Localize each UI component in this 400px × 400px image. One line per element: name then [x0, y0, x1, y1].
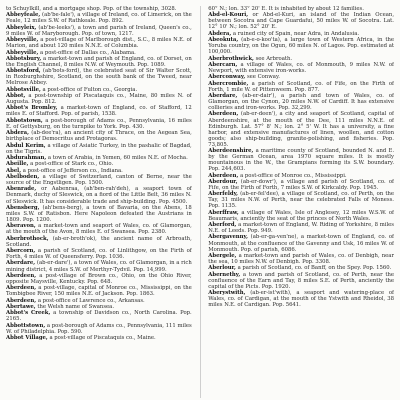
entry-description: a post-borough of Adams co., Pennsylvania, 16 miles E. of Gettysburg, on the turnpike to York. Pop. 430.	[6, 117, 192, 130]
entry-description: (ah'bens-berg), a town of Bavaria, on the Abens, 18 miles S.W. of Ratisbon. Here Napoleon defeated the Austrians in 1809. Pop. 1200.	[6, 204, 192, 223]
entry-headword: Aberbrothock,	[6, 235, 49, 242]
entry-description: a parish of Scotland, co. of Banff, on the Spey. Pop. 1560.	[237, 265, 392, 272]
entry-description: (ab-er-broth'ok), the ancient name of Arbroath, Scotland.	[6, 235, 192, 248]
gazetteer-entry	[6, 285, 192, 297]
entry-headword: Abercrombie,	[208, 80, 249, 87]
gazetteer-entry	[6, 161, 192, 167]
entry-headword: Aberbrothwick,	[208, 55, 254, 62]
gazetteer-entry	[6, 37, 192, 49]
gazetteer-entry	[6, 223, 192, 235]
entry-description: a market-town of England, W. Riding of Yorkshire, 8 miles N.E. of Leeds. Pop. 949.	[208, 222, 394, 235]
gazetteer-entry	[208, 93, 394, 111]
gazetteer-entry	[6, 260, 192, 272]
entry-headword: Abbeyville,	[6, 37, 39, 44]
entry-headword: Abbottstown,	[6, 322, 46, 329]
entry-headword: Abercarn,	[208, 61, 238, 68]
gazetteer-entry	[6, 118, 192, 130]
gazetteer-entry	[6, 87, 192, 93]
gazetteer-entry	[6, 236, 192, 248]
entry-headword: Abbot Village,	[6, 335, 48, 342]
gazetteer-entry	[6, 304, 192, 310]
gazetteer-entry	[208, 222, 394, 234]
gazetteer-entry	[6, 143, 192, 155]
gazetteer-entry	[208, 173, 394, 179]
gazetteer-entry	[208, 81, 394, 93]
gazetteer-entry	[208, 62, 394, 74]
entry-headword: Aberavon,	[6, 223, 36, 230]
entry-headword: Abergele,	[208, 252, 237, 259]
gazetteer-entry	[208, 210, 394, 222]
gazetteer-entry	[6, 105, 192, 117]
gazetteer-entry	[6, 174, 192, 186]
entry-headword: Aberdeen,	[6, 285, 37, 292]
gazetteer-entry	[208, 56, 394, 62]
gazetteer-entry	[6, 12, 192, 24]
entry-headword: Abel,	[6, 167, 22, 174]
entry-description: a town and parish of Scotland, co. of Perth, near the confluence of the Earn and Tay, 8 miles S.E. of Perth, anciently the capital of the Picts. Pop. 1920.	[208, 271, 394, 290]
entry-headword: Abbeyville,	[6, 49, 39, 56]
entry-headword: Abernethy,	[208, 271, 241, 278]
entry-description: a post-village, capital of Monroe co., Mississippi, on the Tombigbee River, 150 miles N.E. of Jackson. Pop. 1863.	[6, 285, 192, 298]
entry-headword: Abbeyleix,	[6, 24, 37, 31]
entry-description: (ab'be-leeks'), a town and parish of Ireland, Queen's co., 9 miles W. of Maryborough. Pop. of town, 1217.	[6, 24, 192, 37]
entry-headword: Aberdour,	[208, 178, 238, 185]
gazetteer-entry	[208, 179, 394, 191]
entry-headword: Abbot's Bromley,	[6, 105, 58, 112]
entry-description: see Conway.	[246, 74, 280, 81]
gazetteer-entry	[208, 290, 394, 308]
gazetteer-entry	[6, 186, 192, 204]
entry-headword: Abbot,	[6, 93, 26, 100]
entry-description: a post-township of Piscataquis co., Maine, 80 miles N. of Augusta. Pop. 812.	[6, 93, 192, 106]
gazetteer-entry	[208, 272, 394, 290]
entry-headword: Abeokuta,	[208, 37, 239, 44]
gazetteer-entry	[6, 298, 192, 304]
entry-description: (ab-er-dare'), a town of Wales, co. of Glamorgan, in a rich mining district, 4 miles S.W. of Merthyr-Tydvil. Pop. 14,999.	[6, 260, 192, 273]
entry-headword: Aberlour,	[208, 265, 236, 272]
entry-description: (ab-dee'ra), an ancient city of Thrace, on the Aegean Sea, birthplace of Democritus and Protagoras.	[6, 130, 192, 143]
entry-description: (ab'bots-ford), the celebrated seat of Sir Walter Scott, in Roxburghshire, Scotland, on the south bank of the Tweed, near Melrose Abbey.	[6, 68, 192, 87]
entry-headword: Abbot's Creek,	[6, 310, 51, 317]
entry-description: a post-office of Monroe co., Mississippi.	[240, 172, 347, 179]
entry-headword: Aberdeen,	[6, 297, 37, 304]
gazetteer-entry	[208, 31, 394, 37]
entry-headword: Aberdare,	[208, 93, 238, 100]
entry-description: a post-borough of Adams co., Pennsylvania, 111 miles W. of Philadelphia. Pop. 590.	[6, 322, 192, 335]
entry-description: a market-town and parish of Wales, co. of Denbigh, near the sea, 10 miles N.W. of Denbigh. Pop. 3308.	[208, 252, 394, 265]
entry-headword: Abercorn,	[6, 248, 36, 255]
entry-headword: Abergavenny,	[208, 234, 248, 241]
entry-description: a post-village of Piscataquis co., Maine.	[49, 335, 156, 342]
entry-description: the Welsh name of Swansea.	[37, 303, 115, 310]
gazetteer-entry	[208, 148, 394, 172]
entry-description: a post-office of Jefferson co., Indiana.	[22, 167, 123, 174]
gazetteer-entry	[208, 6, 394, 12]
entry-description: a post-village of Marlborough dist., S.C., 8 miles N.E. of Marion, and about 120 miles N.N.E. of Columbia.	[6, 37, 192, 50]
entry-description: a market-town and seaport of Wales, co. of Glamorgan, at the mouth of the Avon, 8 miles E. of Swansea. Pop. 2380.	[6, 223, 192, 236]
entry-headword: Aberffraw,	[208, 209, 239, 216]
entry-headword: Abdul Kerim,	[6, 142, 46, 149]
entry-description: a post-office of Fulton co., Georgia.	[42, 86, 138, 93]
entry-description: see Arbroath.	[255, 55, 293, 62]
gazetteer-entry	[6, 310, 192, 322]
entry-headword: Aberdeen,	[208, 172, 239, 179]
entry-headword: Abbotsbury,	[6, 55, 42, 62]
entry-description: or Abd-el-Kuri, an island of the Indian Ocean, between Socotra and Cape Guardafui, 50 miles W. of Socotra. Lat. 12° 10' N.; lon. 52° 20' E.	[208, 12, 394, 31]
gazetteer-entry	[208, 74, 394, 80]
entry-headword: Abbotsford,	[6, 68, 41, 75]
gazetteer-entry	[208, 253, 394, 265]
entry-description: a village of Wales, Isle of Anglesey, 12 miles W.S.W. of Beaumaris, anciently the seat of the princes of North Wales.	[208, 209, 394, 222]
gazetteer-entry	[6, 25, 192, 37]
gazetteer-entry	[208, 111, 394, 147]
entry-description: a post-office of Lawrence co., Arkansas.	[37, 297, 145, 304]
gazetteer-entry	[6, 168, 192, 174]
gazetteer-entry	[6, 68, 192, 86]
entry-headword: Abdurahman,	[6, 154, 47, 161]
entry-description: (ab-er-deen'), a city and seaport of Scotland, capital of Aberdeenshire, at the mouth of the Dee, 111 miles N.N.E. of Edinburgh. Lat. 57° 8' N.; lon. 2° 5' W. It has a university, a fine harbor, and extensive manufactures of linen, woollen, and cotton goods; also ship-building, granite-polishing, and fisheries. Pop. 73,805.	[208, 111, 394, 148]
entry-headword: Aberdeenshire,	[208, 148, 254, 155]
entry-description: (ab-er-ist'with), a seaport and watering-place of Wales, co. of Cardigan, at the mouth of the Ystwith and Rheidol, 38 miles N.E. of Cardigan. Pop. 5641.	[208, 290, 394, 309]
entry-description: a post-village of Brown co., Ohio, on the Ohio River, opposite Maysville, Kentucky. Pop. 648.	[6, 272, 192, 285]
left-column	[6, 6, 192, 398]
entry-description: a market-town of England, co. of Stafford, 12 miles E. of Stafford. Pop. of parish, 1538.	[6, 105, 192, 118]
entry-headword: Abdera,	[6, 130, 29, 137]
entry-description: a township of Davidson co., North Carolina. Pop. 2165.	[6, 310, 192, 323]
entry-description: or Aabenraa, (ah'ben-rah'deh), a seaport town of Denmark, duchy of Sleswick, on a fiord of the Little Belt, 36 miles N. of Sleswick. It has considerable trade and ship-building. Pop. 4500.	[6, 186, 192, 205]
entry-headword: Aberfeldy,	[208, 191, 239, 198]
column-divider	[200, 6, 201, 398]
entry-description: a village of Switzerland, canton of Berne, near the source of the Engstligen. Pop. 1500.	[6, 174, 192, 187]
entry-headword: Aberford,	[208, 222, 237, 229]
entry-headword: Aberdare,	[6, 260, 36, 267]
gazetteer-entry	[6, 130, 192, 142]
gazetteer-entry	[208, 234, 394, 252]
entry-description: a post-office of Dallas co., Alabama.	[39, 49, 136, 56]
gazetteer-entry	[6, 93, 192, 105]
gazetteer-entry	[208, 191, 394, 209]
entry-description: (ab-er-fel'dee), a village of Scotland, co. of Perth, on the Tay, 31 miles N.W. of Perth, near the celebrated Falls of Moness. Pop. 1135.	[208, 191, 394, 210]
entry-description: a market-town and parish of England, co. of Dorset, on the English Channel, 8 miles N.W. of Weymouth. Pop. 1089.	[6, 55, 192, 68]
entry-description: a post-office of Stark co., Ohio.	[30, 161, 114, 168]
entry-description: a maritime county of Scotland, bounded N. and E. by the German Ocean, area 1970 square miles. It is mostly mountainous in the W., the Grampians forming its S.W. boundary. Pop. 244,603.	[208, 148, 394, 173]
entry-description: a village of Asiatic Turkey, in the pashalic of Bagdad, on the Tigris.	[6, 142, 192, 155]
entry-headword: Abenrade,	[6, 186, 37, 193]
entry-headword: Abensberg,	[6, 204, 40, 211]
entry-headword: Abelboden,	[6, 174, 40, 181]
entry-description: (ab-er-dair'), a parish and town of Wales, co. of Glamorgan, on the Cynon, 20 miles N.W. of Cardiff. It has extensive collieries and iron-works. Pop. 32,299.	[208, 93, 394, 112]
entry-description: a village of Wales, co. of Monmouth, 9 miles N.W. of Newport, with extensive iron-works.	[208, 61, 394, 74]
entry-headword: Abbeyfeale,	[6, 12, 41, 19]
entry-headword: Aberystwith,	[208, 290, 246, 297]
entry-description: a parish of Scotland, co. of Fife, on the Firth of Forth, 1 mile W. of Pittenweem. Pop. 877.	[208, 80, 394, 93]
gazetteer-entry	[6, 273, 192, 285]
entry-headword: Abdera,	[208, 30, 232, 37]
entry-description: (ab'be-fale'), a village of Ireland, co. of Limerick, on the Feale, 12 miles S.W. of Rathkeale. Pop. 892.	[6, 12, 192, 25]
entry-headword: Abbotsville,	[6, 86, 41, 93]
entry-description: a town of Arabia, in Yemen, 60 miles N.E. of Mocha.	[47, 154, 188, 161]
gazetteer-entry	[6, 56, 192, 68]
entry-headword: Abd-el-Kouri,	[208, 12, 249, 19]
gazetteer-entry	[6, 248, 192, 260]
gazetteer-entry	[208, 37, 394, 55]
gazetteer-entry	[6, 323, 192, 335]
entry-description: (ab-er-ga-ven'ne), a market-town of England, co. of Monmouth, at the confluence of the Gavenny and Usk, 16 miles W. of Monmouth. Pop. of parish, 6086.	[208, 234, 394, 253]
gazetteer-entry	[6, 205, 192, 223]
entry-headword: Abertawe,	[6, 303, 36, 310]
entry-headword: Aberconway,	[208, 74, 246, 81]
entry-description: (ab-er-dowr'), a village and parish of Scotland, co. of Fife, on the Firth of Forth, 7 miles S.W. of Kirkcaldy. Pop. 1945.	[208, 178, 394, 191]
gazetteer-entry	[208, 12, 394, 30]
gazetteer-entry	[6, 155, 192, 161]
entry-description: a parish of Scotland, co. of Linlithgow, on the Firth of Forth, 4 miles W. of Queensferry. Pop. 1036.	[6, 248, 192, 261]
entry-description: to Schuylkill, and a mortgage shop. Pop. of the township, 3028.	[6, 6, 177, 12]
entry-description: 60° N.; lon. 33° 20' E. It is inhabited by about 12 families.	[208, 6, 364, 12]
gazetteer-entry	[208, 265, 394, 271]
entry-description: (ab-e-o-koo'ta), a large town of Western Africa, in the Yoruba country, on the Ogun, 60 miles N. of Lagos. Pop. estimated at 100,000.	[208, 37, 394, 56]
gazetteer-entry	[6, 335, 192, 341]
right-column	[208, 6, 394, 398]
entry-headword: Aberdeen,	[208, 111, 239, 118]
entry-headword: Aberdeen,	[6, 272, 37, 279]
entry-headword: Abbotstown,	[6, 117, 43, 124]
entry-headword: Abeille,	[6, 161, 29, 168]
entry-description: a ruined city of Spain, near Adra, in Andalusia.	[232, 30, 360, 37]
gazetteer-entry	[6, 50, 192, 56]
